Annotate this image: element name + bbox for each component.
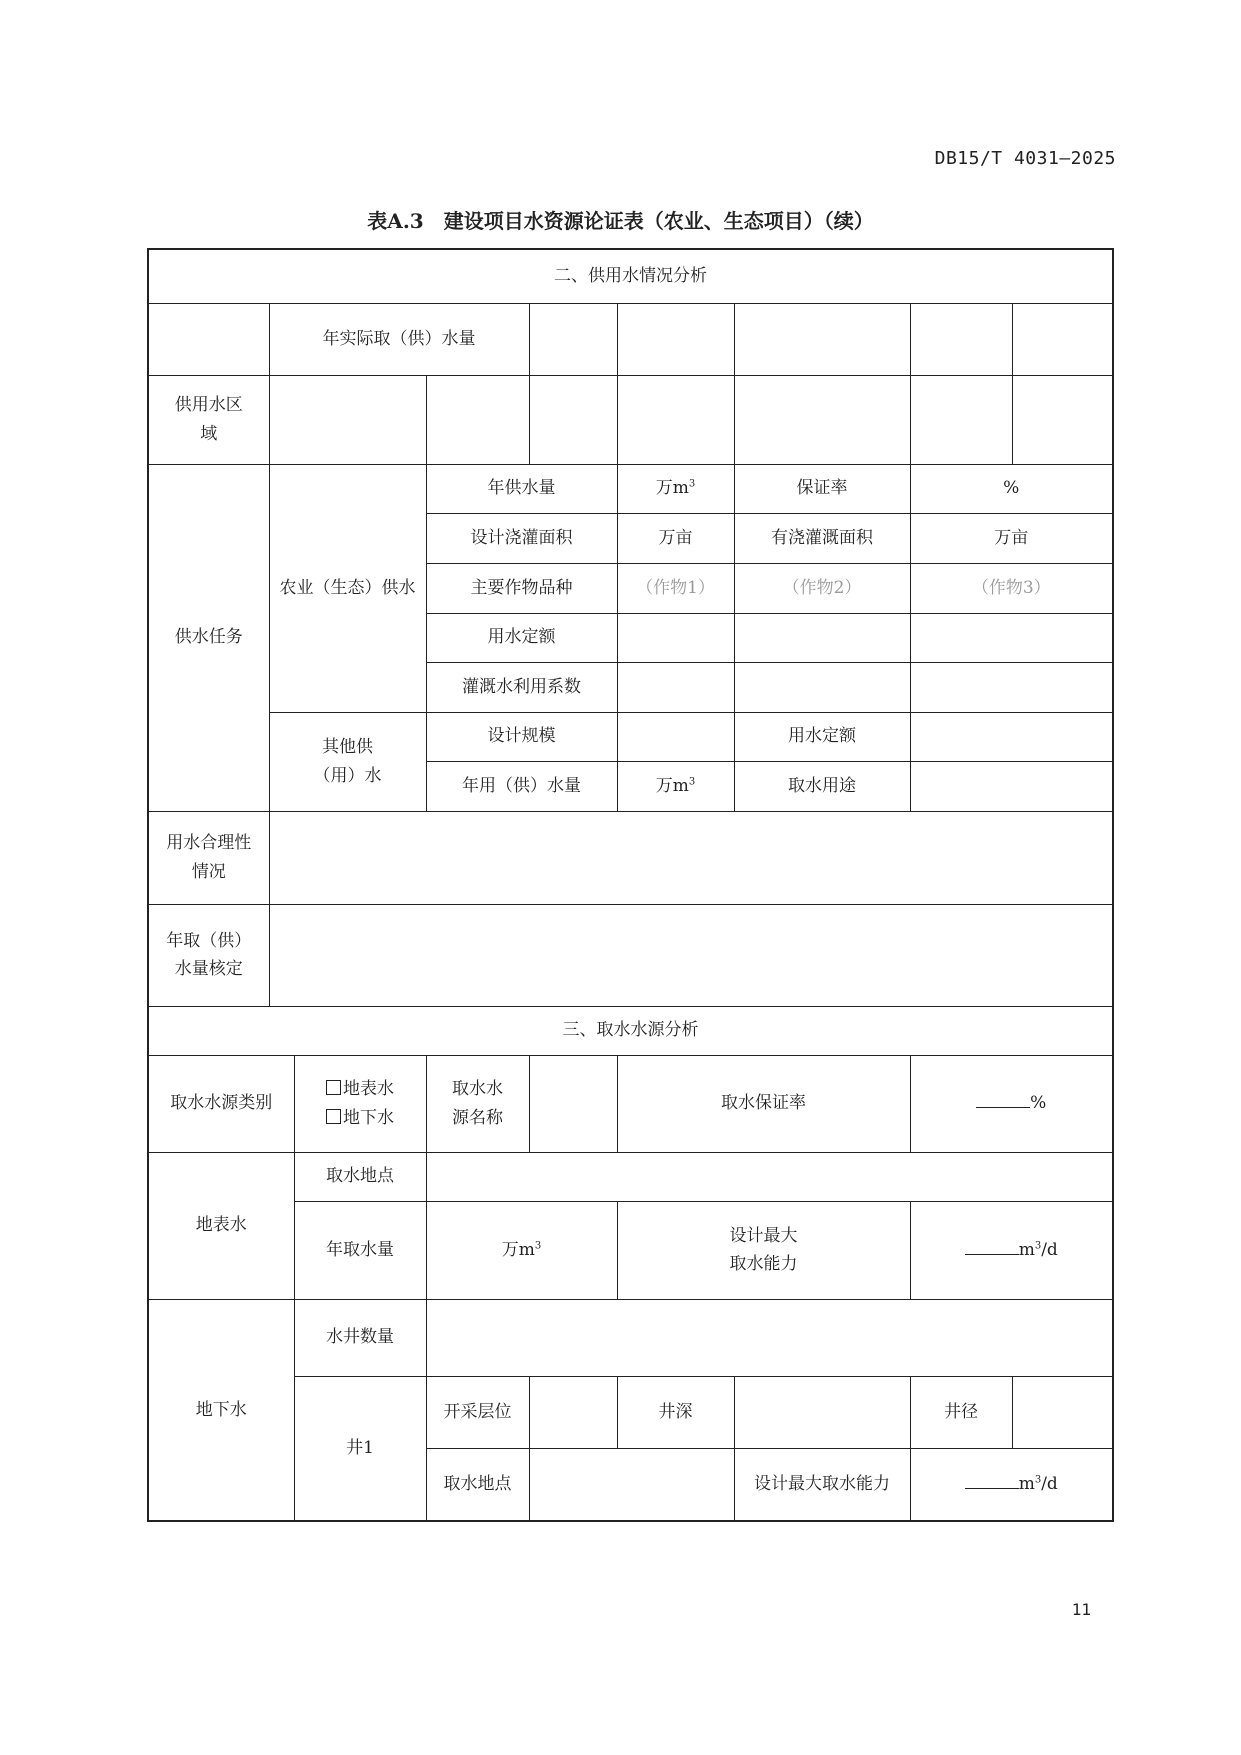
water-quota-label: 用水定额: [426, 613, 617, 662]
well1-label: 井1: [294, 1376, 426, 1521]
input-cell[interactable]: [910, 712, 1113, 761]
annual-use-label: 年用（供）水量: [426, 761, 617, 811]
fill-blank: [965, 1472, 1019, 1489]
other-supply-label: 其他供（用）水: [269, 712, 426, 811]
source-name-input[interactable]: [529, 1055, 617, 1152]
input-cell[interactable]: [734, 662, 910, 712]
input-cell[interactable]: [269, 375, 426, 464]
rationality-input[interactable]: [269, 811, 1113, 904]
unit-label: 万m: [655, 775, 689, 796]
document-id: DB15/T 4031—2025: [934, 148, 1116, 169]
input-cell[interactable]: [529, 303, 617, 375]
design-irrigation-area-input[interactable]: [617, 513, 734, 563]
design-max-input[interactable]: $m^3/d$: [910, 1201, 1113, 1299]
crop3-input[interactable]: （作物3）: [910, 563, 1113, 613]
withdrawal-purpose-label: 取水用途: [734, 761, 910, 811]
design-irrigation-area-label: 设计浇灌面积: [426, 513, 617, 563]
input-cell[interactable]: [910, 375, 1012, 464]
input-cell[interactable]: [617, 375, 734, 464]
guarantee-rate-input[interactable]: [910, 464, 1113, 513]
checkbox-icon[interactable]: [326, 1109, 341, 1124]
unit-label: 万亩: [994, 527, 1029, 548]
depth-label: 井深: [617, 1376, 734, 1448]
design-scale-label: 设计规模: [426, 712, 617, 761]
unit-label: m: [1018, 1239, 1035, 1260]
annual-withdrawal-input[interactable]: 万$m^3$: [426, 1201, 617, 1299]
diameter-input[interactable]: [1012, 1376, 1113, 1448]
withdrawal-guarantee-input[interactable]: [910, 1055, 1113, 1152]
withdrawal-guarantee-label: 取水保证率: [617, 1055, 910, 1152]
diameter-label: 井径: [910, 1376, 1012, 1448]
checkbox-icon[interactable]: [326, 1080, 341, 1095]
depth-input[interactable]: [734, 1376, 910, 1448]
annual-water-label: 年实际取（供）水量: [269, 303, 529, 375]
effective-irrigation-area-input[interactable]: [910, 513, 1113, 563]
supply-area-label: 供用水区域: [148, 375, 269, 464]
annual-supply-input[interactable]: 万$m^3$: [617, 464, 734, 513]
rationality-label: 用水合理性情况: [148, 811, 269, 904]
well-count-input[interactable]: [426, 1299, 1113, 1376]
page-number: 11: [1071, 1600, 1091, 1619]
agri-supply-label: 农业（生态）供水: [269, 464, 426, 712]
main-crops-label: 主要作物品种: [426, 563, 617, 613]
annual-withdrawal-label: 年取水量: [294, 1201, 426, 1299]
input-cell[interactable]: [910, 613, 1113, 662]
unit-label: m: [1018, 1474, 1035, 1495]
surface-water-label: 地表水: [148, 1152, 294, 1299]
input-cell[interactable]: [617, 662, 734, 712]
input-cell[interactable]: [529, 375, 617, 464]
location2-input[interactable]: [529, 1448, 734, 1521]
effective-irrigation-area-label: 有浇灌溉面积: [734, 513, 910, 563]
checkbox-ground[interactable]: 地下水: [299, 1104, 422, 1132]
layer-input[interactable]: [529, 1376, 617, 1448]
design-max-capacity-label: 设计最大取水能力: [734, 1448, 910, 1521]
unit-label: 万m: [655, 478, 689, 499]
annual-verify-input[interactable]: [269, 904, 1113, 1006]
input-cell[interactable]: [617, 303, 734, 375]
input-cell[interactable]: [910, 761, 1113, 811]
well-count-label: 水井数量: [294, 1299, 426, 1376]
crop2-input[interactable]: （作物2）: [734, 563, 910, 613]
annual-supply-label: 年供水量: [426, 464, 617, 513]
unit-label: 万亩: [658, 527, 693, 548]
source-name-label: 取水水源名称: [426, 1055, 529, 1152]
source-type-options: [294, 1055, 426, 1152]
supply-task-label: 供水任务: [148, 464, 269, 811]
percent-unit: %: [1030, 1093, 1047, 1114]
input-cell[interactable]: [734, 375, 910, 464]
assessment-table: [147, 248, 1114, 1522]
section3-heading: 三、取水水源分析: [148, 1006, 1113, 1055]
blank-cell[interactable]: [148, 303, 269, 375]
source-type-label: 取水水源类别: [148, 1055, 294, 1152]
input-cell[interactable]: [734, 303, 910, 375]
input-cell[interactable]: [734, 613, 910, 662]
location-input[interactable]: [426, 1152, 1113, 1201]
percent-unit: %: [1003, 478, 1020, 499]
input-cell[interactable]: [910, 662, 1113, 712]
input-cell[interactable]: [1012, 303, 1113, 375]
fill-blank: [965, 1238, 1019, 1255]
guarantee-rate-label: 保证率: [734, 464, 910, 513]
groundwater-label: 地下水: [148, 1299, 294, 1521]
input-cell[interactable]: [426, 375, 529, 464]
unit-label: 万m: [501, 1239, 535, 1260]
design-max-label: 设计最大 取水能力: [617, 1201, 910, 1299]
irrigation-coefficient-label: 灌溉水利用系数: [426, 662, 617, 712]
input-cell[interactable]: [617, 712, 734, 761]
input-cell[interactable]: [1012, 375, 1113, 464]
checkbox-surface[interactable]: 地表水: [299, 1075, 422, 1103]
table-title: 表A.3 建设项目水资源论证表（农业、生态项目）（续）: [367, 209, 874, 233]
annual-verify-label: 年取（供）水量核定: [148, 904, 269, 1006]
input-cell[interactable]: [617, 613, 734, 662]
water-quota-label-2: 用水定额: [734, 712, 910, 761]
input-cell[interactable]: [910, 303, 1012, 375]
section2-heading: 二、供用水情况分析: [148, 249, 1113, 303]
fill-blank: [976, 1091, 1030, 1108]
location2-label: 取水地点: [426, 1448, 529, 1521]
crop1-input[interactable]: （作物1）: [617, 563, 734, 613]
design-max-capacity-input[interactable]: $m^3/d$: [910, 1448, 1113, 1521]
location-label: 取水地点: [294, 1152, 426, 1201]
layer-label: 开采层位: [426, 1376, 529, 1448]
annual-use-input[interactable]: 万$m^3$: [617, 761, 734, 811]
